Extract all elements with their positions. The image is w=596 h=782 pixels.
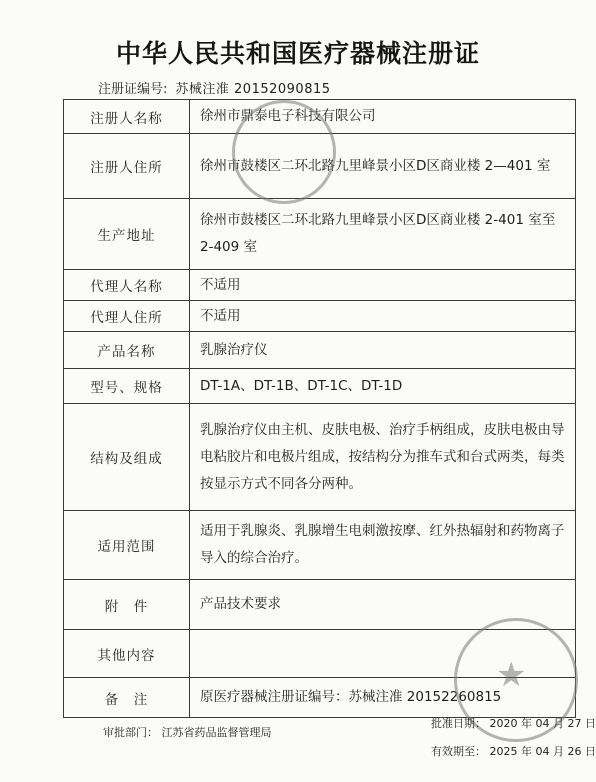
approval-date: 批准日期： 2020 年 04 月 27 日 (431, 717, 596, 730)
table-row (64, 404, 576, 511)
row-label: 注册人住所 (64, 134, 190, 199)
row-value: 徐州市鼓楼区二环北路九里峰景小区D区商业楼 2—401 室 (190, 134, 576, 199)
row-label: 型号、规格 (64, 369, 190, 404)
seal-star-icon: ★ (496, 655, 527, 695)
row-value: 适用于乳腺炎、乳腺增生电刺激按摩、红外热辐射和药物离子导入的综合治疗。 (190, 511, 576, 580)
row-label: 代理人住所 (64, 301, 190, 332)
approval-department: 审批部门： 江苏省药品监督管理局 (103, 726, 272, 739)
registration-number-label: 注册证编号: (98, 82, 168, 97)
table-row (64, 301, 576, 332)
row-label: 注册人名称 (64, 100, 190, 134)
registration-number-value: 苏械注准 20152090815 (175, 82, 331, 97)
row-label: 备 注 (64, 678, 190, 718)
row-value: 乳腺治疗仪由主机、皮肤电极、治疗手柄组成，皮肤电极由导电粘胶片和电极片组成，按结构分为推车式和台式两类，每类按显示方式不同各分两种。 (190, 404, 576, 511)
row-label: 结构及组成 (64, 404, 190, 511)
document-title: 中华人民共和国医疗器械注册证 (115, 39, 480, 68)
table-row (64, 369, 576, 404)
row-value: 不适用 (190, 270, 576, 301)
row-value: 徐州市鼓楼区二环北路九里峰景小区D区商业楼 2-401 室至 2-409 室 (190, 199, 576, 270)
row-label: 代理人名称 (64, 270, 190, 301)
row-label: 生产地址 (64, 199, 190, 270)
row-label: 产品名称 (64, 332, 190, 369)
table-row (64, 100, 576, 134)
row-value: 原医疗器械注册证编号：苏械注准 20152260815 (190, 678, 576, 718)
row-value: 乳腺治疗仪 (190, 332, 576, 369)
table-row (64, 134, 576, 199)
row-value: 不适用 (190, 301, 576, 332)
registration-number-line (98, 78, 331, 97)
row-value: DT-1A、DT-1B、DT-1C、DT-1D (190, 369, 576, 404)
table-row (64, 270, 576, 301)
valid-until-date: 有效期至： 2025 年 04 月 26 日 (431, 745, 596, 758)
row-value: 徐州市鼎泰电子科技有限公司 (190, 100, 576, 134)
row-label: 适用范围 (64, 511, 190, 580)
row-label: 附 件 (64, 580, 190, 630)
table-row (64, 580, 576, 630)
registration-table (63, 99, 576, 718)
row-label: 其他内容 (64, 630, 190, 678)
table-row (64, 511, 576, 580)
row-value: 产品技术要求 (190, 580, 576, 630)
table-row (64, 332, 576, 369)
table-row (64, 199, 576, 270)
